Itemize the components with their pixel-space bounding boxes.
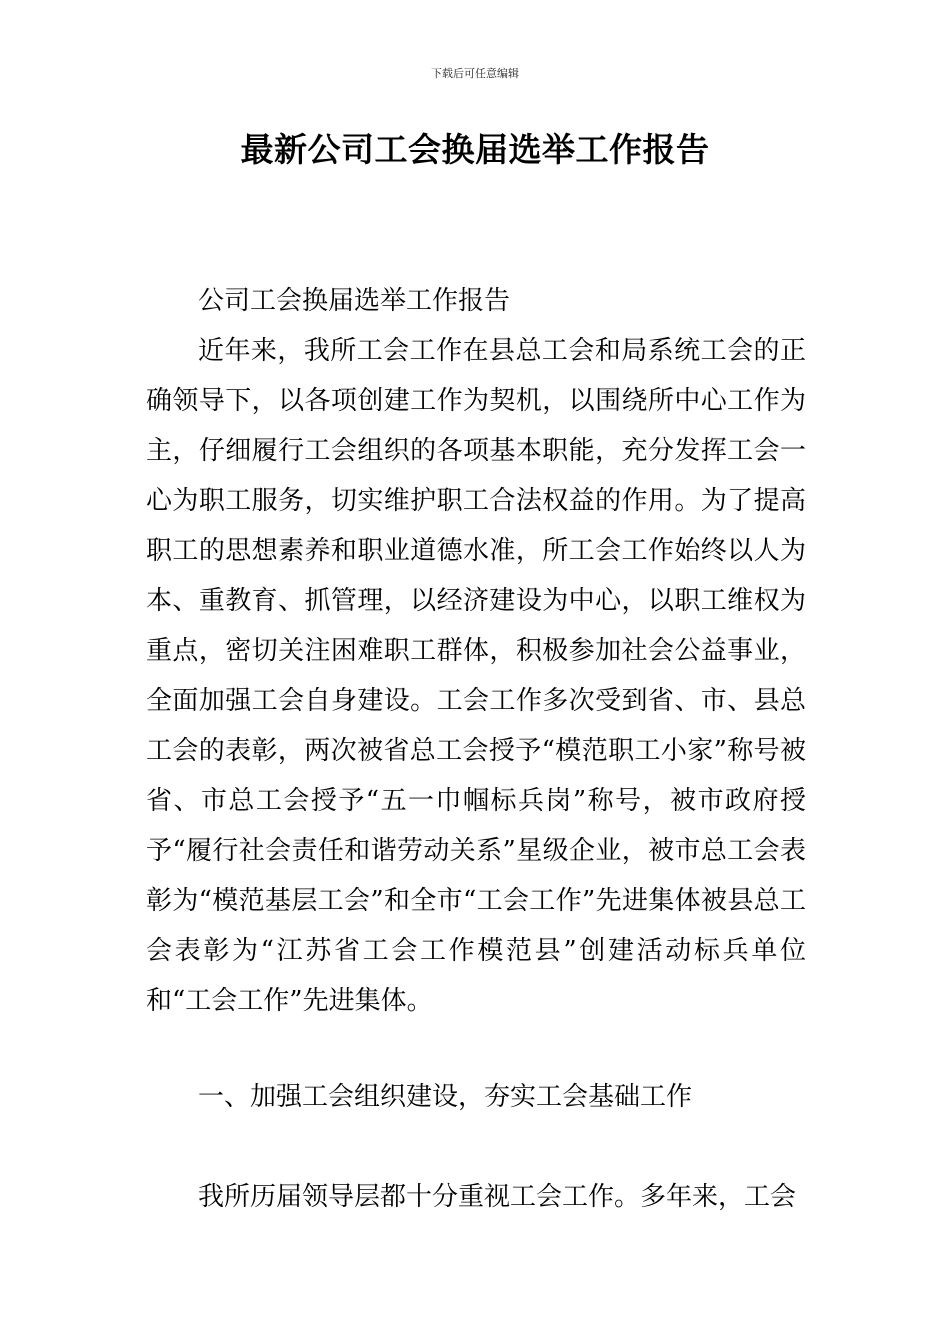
- document-title: 最新公司工会换届选举工作报告: [240, 130, 710, 169]
- body-paragraph-1: 近年来，我所工会工作在县总工会和局系统工会的正确领导下，以各项创建工作为契机，以围绕所中心工作为主，仔细履行工会组织的各项基本职能，充分发挥工会一心为职工服务，切实维护职工合法权益的作用。为了提高职工的思想素养和职业道德水准，所工会工作始终以人为本、重教育、抓管理，以经济建设为中心，以职工维权为重点，密切关注困难职工群体，积极参加社会公益事业，全面加强工会自身建设。工会工作多次受到省、市、县总工会的表彰，两次被省总工会授予“模范职工小家”称号被省、市总工会授予“五一巾帼标兵岗”称号，被市政府授予“履行社会责任和谐劳动关系”星级企业，被市总工会表彰为“模范基层工会”和全市“工会工作”先进集体被县总工会表彰为“江苏省工会工作模范县”创建活动标兵单位和“工会工作”先进集体。: [146, 336, 806, 1016]
- document-subtitle: 公司工会换届选举工作报告: [198, 286, 511, 316]
- header-note: 下载后可任意编辑: [431, 67, 519, 80]
- section-heading-1: 一、加强工会组织建设，夯实工会基础工作: [198, 1082, 693, 1112]
- body-paragraph-2: 我所历届领导层都十分重视工会工作。多年来，工会: [198, 1182, 797, 1212]
